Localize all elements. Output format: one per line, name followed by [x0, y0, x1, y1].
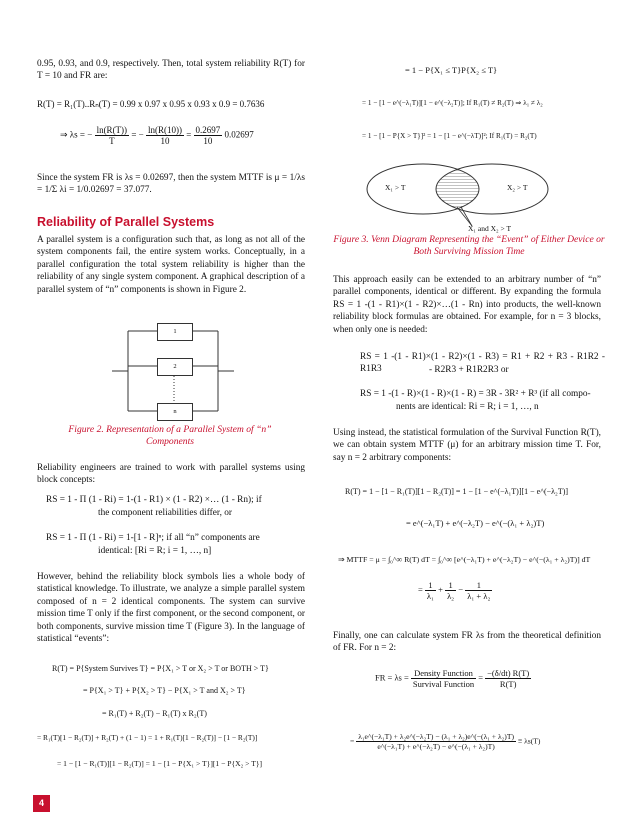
figure-3-caption: Figure 3. Venn Diagram Representing the “Event” of Either Device or Both Surviving Mission Time — [333, 234, 605, 257]
equation-prob-b: = 1 − [1 − e^(−λ₁T)][1 − e^(−λ₂T)]; If R₁(T) ≠ R₂(T) ⇒ λ₁ ≠ λ₂ — [362, 99, 543, 107]
parallel-paragraph: A parallel system is a configuration such that, as long as not all of the system components fail, the entire system works. Conceptually, in a parallel configuration the total system reliability is higher than the reliability of any single system component. A graphical description of a parallel system of “n” components is shown in Figure 2. — [37, 235, 305, 295]
intro-paragraph: 0.95, 0.93, and 0.9, respectively. Then, total system reliability R(T) for T = 10 and FR are: — [37, 59, 305, 82]
survival-equation-b: = e^(−λ₁T) + e^(−λ₂T) − e^(−(λ₁ + λ₂)T) — [406, 518, 545, 528]
component-box-2: 2 — [157, 358, 193, 376]
rs-formula-identical-cont: identical: [Ri = R; i = 1, …, n] — [98, 546, 212, 556]
finally-paragraph: Finally, one can calculate system FR λs from the theoretical definition of FR. For n = 2: — [333, 631, 601, 654]
venn-diagram — [360, 155, 560, 237]
component-box-n: n — [157, 403, 193, 421]
survival-equation-a: R(T) = 1 − [1 − R₁(T)][1 − R₂(T)] = 1 − [1 − e^(−λ₁T)][1 − e^(−λ₂T)] — [345, 487, 569, 496]
extend-paragraph: This approach easily can be extended to an arbitrary number of “n” parallel components, identical or different. By expanding the formula RS = 1 -(1 - R1)×(1 - R2)×…(1 - Rn) into products, the well-known reliability block formulas are obtained. For example, for n = 3 blocks, when only one is needed: — [333, 275, 601, 335]
fr-definition: FR = λs = $\frac{\text{Density Function}}{\text{Survival Function}}$ = $\frac{-(\delta/dt) R(T)}{R(T)}$ — [375, 668, 530, 689]
engineers-paragraph: Reliability engineers are trained to work with parallel systems using block concepts: — [37, 463, 305, 486]
equation-system-reliability: R(T) = R₁(T)..Rₙ(T) = 0.99 x 0.97 x 0.95 x 0.93 x 0.9 = 0.7636 — [37, 99, 265, 109]
event-equation-2: = P{X₁ > T} + P{X₂ > T} − P{X₁ > T and X₂ > T} — [83, 686, 246, 695]
rs3-formula-cont: - R2R3 + R1R2R3 or — [429, 365, 509, 375]
section-heading: Reliability of Parallel Systems — [37, 215, 215, 229]
mttf-result: = $\frac{1}{\text{λ₁}}$ + $\frac{1}{\text{λ₂}}$ − $\frac{1}{\text{λ₁ + λ₂}}$ — [418, 580, 491, 601]
mttf-paragraph: Since the system FR is λs = 0.02697, then the system MTTF is μ = 1/λs = 1/Σ λi = 1/0.02697 = 37.077. — [37, 173, 305, 196]
rs-formula-differ-cont: the component reliabilities differ, or — [98, 508, 232, 518]
page-number: 4 — [33, 795, 50, 812]
event-equation-5: = 1 − [1 − R₁(T)][1 − R₂(T)] = 1 − [1 − P{X₁ > T}][1 − P{X₂ > T}] — [57, 759, 263, 768]
rs3-formula: RS = 1 -(1 - R1)×(1 - R2)×(1 - R3) = R1 + R2 + R3 - R1R2 - R1R3 — [360, 352, 605, 375]
component-box-1: 1 — [157, 323, 193, 341]
equation-prob-a: = 1 − P{X₁ ≤ T}P{X₂ ≤ T} — [405, 65, 498, 75]
equation-lambda: ⇒ λs = − $\frac{\ln(R(T))}{T}$ = − $\frac{\ln(R(10))}{10}$ = $\frac{0.2697}{10}$ 0.02697 — [60, 125, 254, 146]
venn-label-intersection: X₁ and X₂ > T — [468, 224, 512, 233]
rs-formula-differ: RS = 1 - Π (1 - Ri) = 1-(1 - R1) × (1 - R2) ×… (1 - Rn); if — [46, 495, 262, 505]
rs3b-formula-cont: nents are identical: Ri = R; i = 1, …, n — [396, 402, 539, 412]
rs-formula-identical: RS = 1 - Π (1 - Ri) = 1-[1 - R]ⁿ; if all “n” components are — [46, 533, 260, 543]
mttf-integral: ⇒ MTTF = μ = ∫₀^∞ R(T) dT = ∫₀^∞ [e^(−λ₁T) + e^(−λ₂T) − e^(−(λ₁ + λ₂)T)] dT — [338, 555, 591, 564]
event-equation-1: R(T) = P{System Survives T} = P{X₁ > T or X₂ > T or BOTH > T} — [52, 664, 269, 673]
fr-final-equation: = $\frac{\text{λ₁e\textasciicircum{}(−λ₁T) + λ₂e\textasciicircum{}(−λ₂T) − (λ₁ + λ₂)e\textasciicircum{}(−(λ₁ + λ₂)T)}}{\text{e\textasciicircum{}(−λ₁T) + e\textasciicircum{}(−λ₂T) − e\textasciicircum{}(−(λ₁ + λ₂)T)}}$ ≡ λs(T) — [350, 732, 541, 751]
event-equation-3: = R₁(T) + R₂(T) − R₁(T) x R₂(T) — [102, 709, 207, 718]
figure-2-caption: Figure 2. Representation of a Parallel System of “n” Components — [68, 424, 272, 447]
rs3b-formula: RS = 1 -(1 - R)×(1 - R)×(1 - R) = 3R - 3R² + R³ (if all compo- — [360, 389, 591, 399]
venn-label-x1: X₁ > T — [385, 183, 406, 192]
equation-prob-c: = 1 − [1 − P{X > T}]² = 1 − [1 − e^(−λT)]²; If R₁(T) = R₂(T) — [362, 132, 537, 140]
however-paragraph: However, behind the reliability block symbols lies a whole body of statistical knowledge. To illustrate, we analyze a simple parallel system composed of n = 2 identical components. The system can survive mission time T only if the first component, or the second component, or both components, survive mission time T (Figure 3). In the language of statistical “events”: — [37, 572, 305, 645]
event-equation-4: = R₁(T)[1 − R₂(T)] + R₂(T) + (1 − 1) = 1 + R₁(T)[1 − R₂(T)] − [1 − R₂(T)] — [37, 733, 258, 742]
using-paragraph: Using instead, the statistical formulation of the Survival Function R(T), we can obtain system MTTF (μ) for an arbitrary mission time T. For, say n = 2 arbitrary components: — [333, 428, 601, 463]
venn-label-x2: X₂ > T — [507, 183, 528, 192]
